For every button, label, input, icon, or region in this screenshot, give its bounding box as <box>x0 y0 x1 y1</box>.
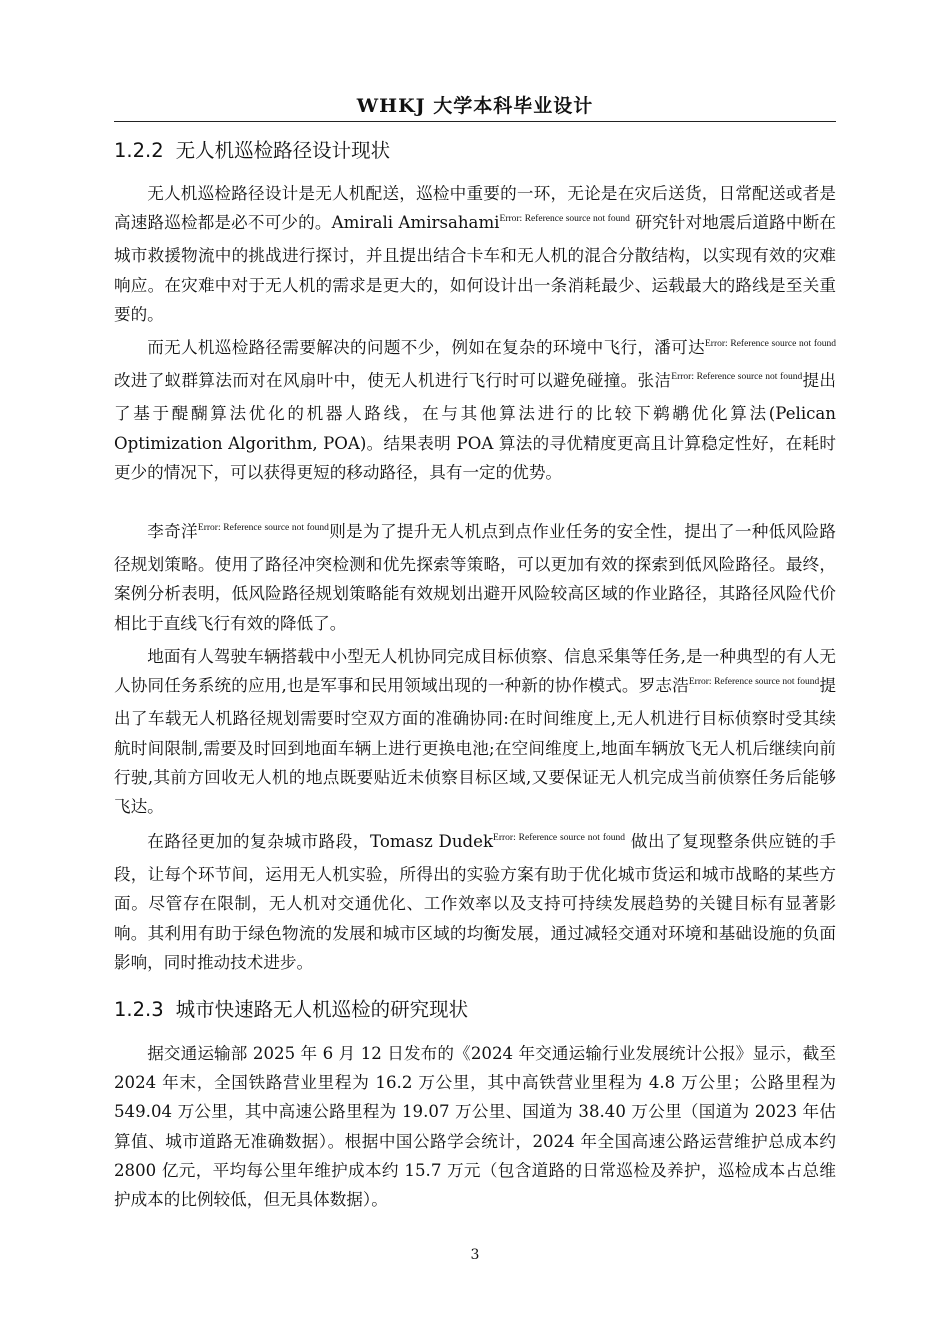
paragraph-text: 在路径更加的复杂城市路段，Tomasz Dudek <box>147 832 494 851</box>
page-number: 3 <box>470 1247 480 1263</box>
reference-error-marker: Error: Reference source not found <box>493 833 626 843</box>
paragraph-text: 做出了复现整条供应链的手段，让每个环节间，运用无人机实验，所得出的实验方案有助于优化城市货运和城市战略的某些方面。尽管存在限制，无人机对交通优化、工作效率以及支持可持续发展趋势的关键目标有显著影响。其利用有助于绿色物流的发展和城市区域的均衡发展，通过减轻交通对环境和基础设施的负面影响，同时推动技术进步。 <box>114 832 837 972</box>
page-header: WHKJ 大学本科毕业设计 <box>356 95 594 117</box>
section-number: 1.2.3 <box>114 998 164 1021</box>
paragraph-text: 提出了车载无人机路径规划需要时空双方面的准确协同:在时间维度上,无人机进行目标侦察时受其续航时间限制,需要及时回到地面车辆上进行更换电池;在空间维度上,地面车辆放飞无人机后继续向前行驶,其前方回收无人机的地点既要贴近未侦察目标区域,又要保证无人机完成当前侦察任务后能够飞达。 <box>114 676 837 817</box>
header-divider <box>114 121 836 122</box>
paragraph-text: 李奇洋 <box>147 522 198 541</box>
paragraph-2 <box>114 333 836 487</box>
reference-error-marker: Error: Reference source not found <box>704 339 836 349</box>
paragraph-4 <box>114 642 836 821</box>
section-heading-1-2-3 <box>114 996 836 1024</box>
paragraph-text: 则是为了提升无人机点到点作业任务的安全性，提出了一种低风险路径规划策略。使用了路径冲突检测和优先探索等策略，可以更加有效的探索到低风险路径。最终，案例分析表明，低风险路径规划策略能有效规划出避开风险较高区域的作业路径，其路径风险代价相比于直线飞行有效的降低了。 <box>114 522 837 633</box>
reference-error-marker: Error: Reference source not found <box>197 523 329 533</box>
paragraph-text: 地面有人驾驶车辆搭载中小型无人机协同完成目标侦察、信息采集等任务,是一种典型的有人无人协同任务系统的应用,也是军事和民用领域出现的一种新的协作模式。罗志浩 <box>114 647 836 696</box>
paragraph-6: 据交通运输部 2025 年 6 月 12 日发布的《2024 年交通运输行业发展统计公报》显示，截至 2024 年末，全国铁路营业里程为 16.2 万公里，其中高铁营业里程为 4.8 万公里；公路里程为 549.04 万公里，其中高速公路里程为 19.07 万公里、国道为 38.40 万公里（国道为 2023 年估算值、城市道路无准确数据）。根据中国公路学会统计，2024 年全国高速公路运营维护总成本约 2800 亿元，平均每公里年维护成本约 15.7 万元（包含道路的日常巡检及养护，巡检成本占总维护成本的比例较低，但无具体数据）。 <box>114 1044 836 1210</box>
paragraph-text: 无人机巡检路径设计是无人机配送，巡检中重要的一环，无论是在灾后送货，日常配送或者是高速路巡检都是必不可少的。Amirali Amirsahami <box>114 184 836 233</box>
section-title: 城市快速路无人机巡检的研究现状 <box>175 998 469 1021</box>
paragraph-text: 提出了基于醍醐算法优化的机器人路线，在与其他算法进行的比较下鹈鹕优化算法(Pelican Optimization Algorithm, POA)。结果表明 POA 算法的寻优精度更高且计算稳定性好，在耗时更少的情况下，可以获得更短的移动路径，具有一定的优势。 <box>114 371 837 482</box>
paragraph-3 <box>114 517 836 638</box>
paragraph-text: 研究针对地震后道路中断在城市救援物流中的挑战进行探讨，并且提出结合卡车和无人机的混合分散结构，以实现有效的灾难响应。在灾难中对于无人机的需求是更大的，如何设计出一条消耗最少、运载最大的路线是至关重要的。 <box>114 213 836 324</box>
reference-error-marker: Error: Reference source not found <box>671 372 803 383</box>
reference-error-marker: Error: Reference source not found <box>688 677 820 688</box>
section-heading-1-2-2 <box>114 137 836 165</box>
paragraph-5 <box>114 827 836 977</box>
paragraph-1 <box>114 179 836 329</box>
paragraph-text: 改进了蚁群算法而对在风扇叶中，使无人机进行飞行时可以避免碰撞。张洁 <box>114 371 672 391</box>
section-number: 1.2.2 <box>114 139 164 162</box>
paragraph-text: 而无人机巡检路径需要解决的问题不少，例如在复杂的环境中飞行，潘可达 <box>147 338 705 357</box>
section-title: 无人机巡检路径设计现状 <box>175 139 391 162</box>
reference-error-marker: Error: Reference source not found <box>499 214 630 225</box>
